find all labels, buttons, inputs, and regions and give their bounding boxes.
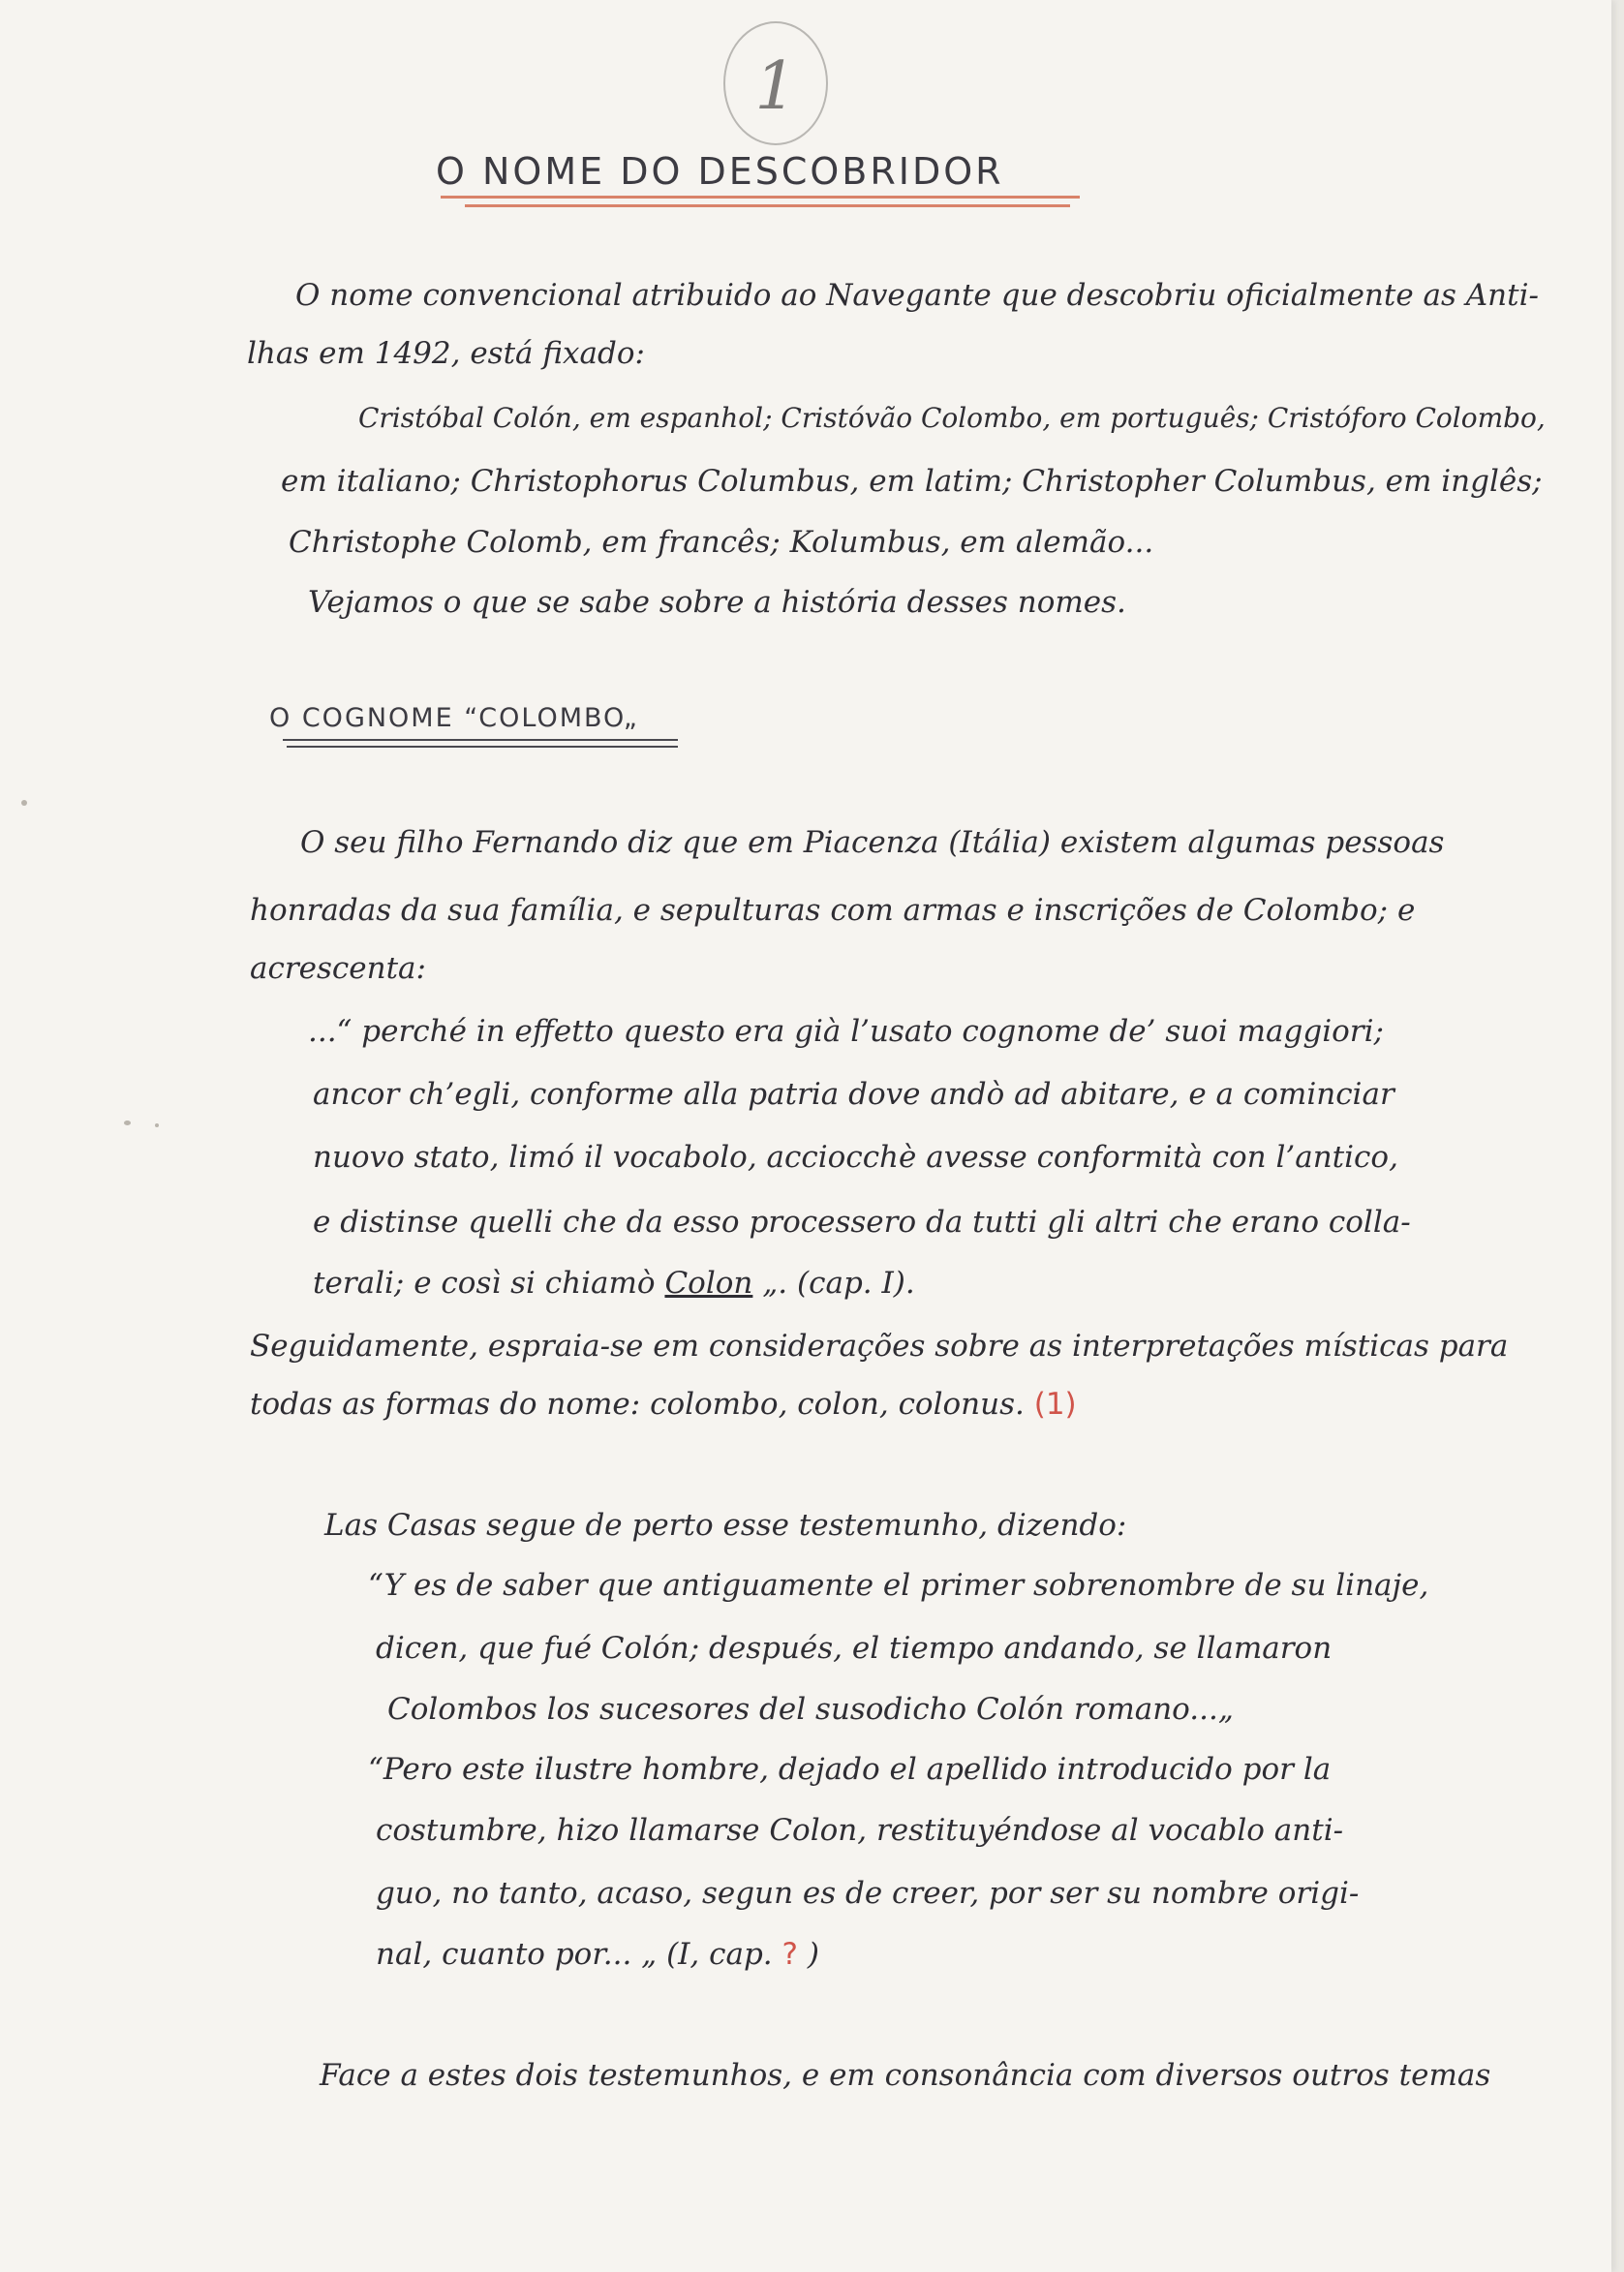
quote-line [313, 1266, 915, 1301]
text-line: Christophe Colomb, em francês; Kolumbus, em alemão... [289, 525, 1154, 560]
uncertain-chapter-mark: ? [781, 1937, 798, 1972]
quote-line: Colombos los sucesores del susodicho Colón romano...„ [387, 1692, 1234, 1727]
text-line: Vejamos o que se sabe sobre a história desses nomes. [308, 585, 1126, 620]
quote-line: guo, no tanto, acaso, segun es de creer, por ser su nombre origi- [376, 1876, 1360, 1911]
quote-line: “Pero este ilustre hombre, dejado el apellido introducido por la [368, 1752, 1332, 1787]
text-line: acrescenta: [250, 951, 426, 986]
quote-line [376, 1937, 819, 1972]
quote-line: nuovo stato, limó il vocabolo, acciocchè avesse conformità con l’antico, [313, 1140, 1398, 1175]
section-underline [283, 739, 678, 741]
quote-line: dicen, que fué Colón; después, el tiempo andando, se llamaron [376, 1631, 1333, 1666]
quote-citation: „. (cap. I). [752, 1266, 915, 1301]
quote-line: ...“ perché in effetto questo era già l’usato cognome de’ suoi maggiori; [308, 1014, 1384, 1049]
paper-speck [21, 800, 27, 806]
text-line: O seu filho Fernando diz que em Piacenza (Itália) existem algumas pessoas [300, 825, 1445, 860]
text-line: O nome convencional atribuido ao Navegante que descobriu oficialmente as Anti- [295, 278, 1539, 313]
quote-text: terali; e così si chiamò [313, 1266, 665, 1301]
quote-line: costumbre, hizo llamarse Colon, restituyéndose al vocablo anti- [376, 1813, 1344, 1848]
text-line [250, 1387, 1077, 1422]
page-title: O NOME DO DESCOBRIDOR [436, 150, 1004, 193]
text-line: Cristóbal Colón, em espanhol; Cristóvão Colombo, em português; Cristóforo Colombo, [358, 402, 1546, 434]
text-line: Face a estes dois testemunhos, e em consonância com diversos outros temas [320, 2058, 1491, 2093]
page-number: 1 [754, 48, 797, 125]
paper-speck [155, 1123, 159, 1127]
paper-speck [124, 1121, 131, 1125]
quote-text: nal, cuanto por... „ (I, cap. [376, 1937, 773, 1972]
text-line: lhas em 1492, está fixado: [247, 336, 645, 371]
quote-line: e distinse quelli che da esso processero da tutti gli altri che erano colla- [313, 1205, 1411, 1240]
text-line: honradas da sua família, e sepulturas com armas e inscrições de Colombo; e [250, 893, 1416, 928]
text-line: Las Casas segue de perto esse testemunho, dizendo: [324, 1508, 1127, 1543]
text-line: Seguidamente, espraia-se em considerações sobre as interpretações místicas para [250, 1329, 1509, 1364]
title-underline [465, 204, 1070, 207]
text-line: em italiano; Christophorus Columbus, em latim; Christopher Columbus, em inglês; [281, 464, 1543, 499]
quote-line: “Y es de saber que antiguamente el primer sobrenombre de su linaje, [368, 1568, 1429, 1603]
footnote-reference: (1) [1033, 1387, 1077, 1422]
title-underline [441, 196, 1080, 199]
section-underline [287, 746, 678, 748]
quote-citation: ) [807, 1937, 819, 1972]
text-span: todas as formas do nome: colombo, colon, colonus. [250, 1387, 1025, 1422]
underlined-name: Colon [664, 1266, 753, 1301]
page-number-circle [723, 21, 828, 145]
section-heading: O COGNOME “COLOMBO„ [269, 703, 639, 733]
quote-line: ancor ch’egli, conforme alla patria dove andò ad abitare, e a cominciar [313, 1077, 1394, 1112]
